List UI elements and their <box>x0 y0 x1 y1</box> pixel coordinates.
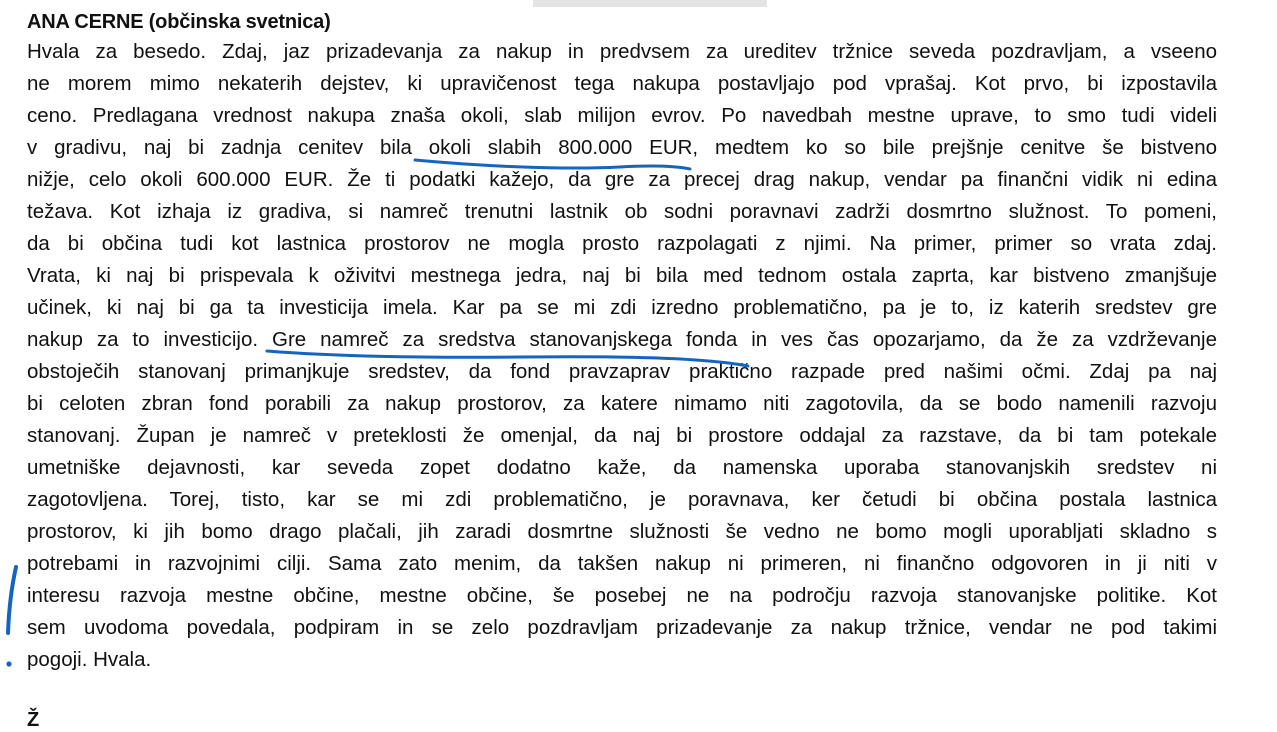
paragraph-line: potrebami in razvojnimi cilji. Sama zato menim, da takšen nakup ni primeren, ni finančno odgovoren in ji niti v <box>27 552 1217 575</box>
paragraph-line: sem uvodoma povedala, podpiram in se zelo pozdravljam prizadevanje za nakup tržnice, vendar ne pod takimi <box>27 616 1217 639</box>
paragraph-line-last: pogoji. Hvala. <box>27 648 152 671</box>
paragraph-line: Hvala za besedo. Zdaj, jaz prizadevanja za nakup in predvsem za ureditev tržnice seveda pozdravljam, a vseeno <box>27 40 1217 63</box>
paragraph-line: težava. Kot izhaja iz gradiva, si namreč trenutni lastnik ob sodni poravnavi zadrži dosmrtno služnost. To pomeni, <box>27 200 1217 223</box>
ink-margin-bracket <box>8 567 16 633</box>
paragraph-line: v gradivu, naj bi zadnja cenitev bila okoli slabih 800.000 EUR, medtem ko so bile prejšnje cenitve še bistveno <box>27 136 1217 159</box>
ink-margin-dot <box>6 661 11 666</box>
paragraph-line: ne morem mimo nekaterih dejstev, ki upravičenost tega nakupa postavljajo pod vprašaj. Kot prvo, bi izpostavila <box>27 72 1217 95</box>
paragraph-line: bi celoten zbran fond porabili za nakup prostorov, za katere nimamo niti zagotovila, da se bodo namenili razvoju <box>27 392 1217 415</box>
paragraph-line: stanovanj. Župan je namreč v preteklosti že omenjal, da naj bi prostore oddajal za razstave, da bi tam potekale <box>27 424 1217 447</box>
paragraph-line: ceno. Predlagana vrednost nakupa znaša okoli, slab milijon evrov. Po navedbah mestne uprave, to smo tudi videli <box>27 104 1217 127</box>
paragraph-line: prostorov, ki jih bomo drago plačali, jih zaradi dosmrtne služnosti še vedno ne bomo mogli uporabljati skladno s <box>27 520 1217 543</box>
paragraph-line: zagotovljena. Torej, tisto, kar se mi zdi problematično, je poravnava, ker četudi bi občina postala lastnica <box>27 488 1217 511</box>
paragraph-line: nižje, celo okoli 600.000 EUR. Že ti podatki kažejo, da gre za precej drag nakup, vendar pa finančni vidik ni edina <box>27 168 1217 191</box>
paragraph-line: nakup za to investicijo. Gre namreč za sredstva stanovanjskega fonda in ves čas opozarjamo, da že za vzdrževanje <box>27 328 1217 351</box>
paragraph-line: učinek, ki naj bi ga ta investicija imela. Kar pa se mi zdi izredno problematično, pa je to, iz katerih sredstev gre <box>27 296 1217 319</box>
paragraph-line: Vrata, ki naj bi prispevala k oživitvi mestnega jedra, naj bi bila med tednom ostala zaprta, kar bistveno zmanjšuje <box>27 264 1217 287</box>
document-page <box>27 8 1217 676</box>
top-scroll-tab <box>533 0 767 7</box>
paragraph-line: umetniške dejavnosti, kar seveda zopet dodatno kaže, da namenska uporaba stanovanjskih sredstev ni <box>27 456 1217 479</box>
paragraph-line: da bi občina tudi kot lastnica prostorov ne mogla prosto razpolagati z njimi. Na primer, primer so vrata zdaj. <box>27 232 1217 255</box>
paragraph-line: obstoječih stanovanj primanjkuje sredstev, da fond pravzaprav praktično razpade pred našimi očmi. Zdaj pa naj <box>27 360 1217 383</box>
paragraph-line: interesu razvoja mestne občine, mestne občine, še posebej ne na področju razvoja stanovanjske politike. Kot <box>27 584 1217 607</box>
speaker-heading: ANA CERNE (občinska svetnica) <box>27 11 331 33</box>
next-speaker-heading-partial: Ž <box>27 709 40 731</box>
